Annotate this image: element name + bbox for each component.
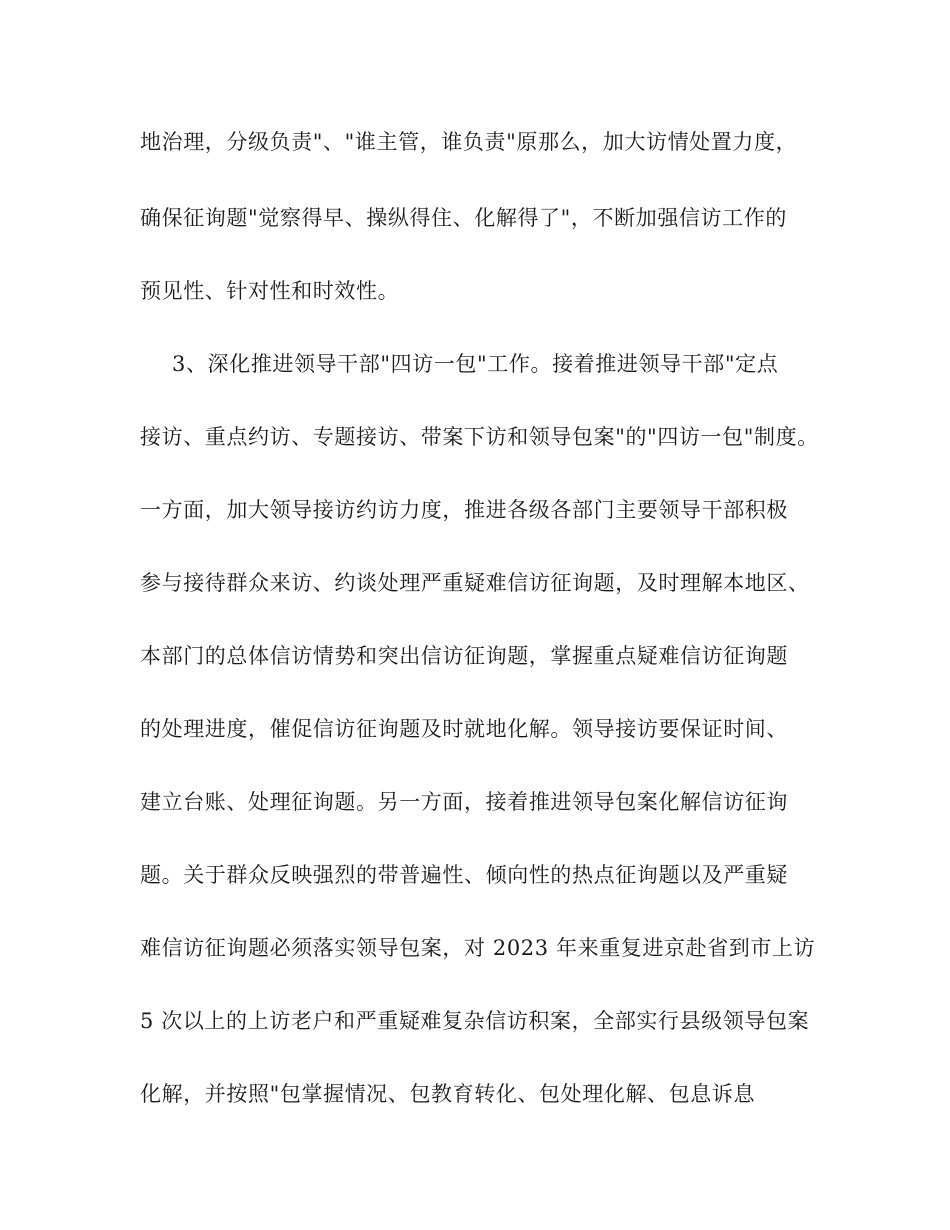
text-line: 5 次以上的上访老户和严重疑难复杂信访积案，全部实行县级领导包案 [140,1009,810,1033]
text-line: 本部门的总体信访情势和突出信访征询题，掌握重点疑难信访征询题 [140,644,788,668]
text-line: 题。关于群众反映强烈的带普遍性、倾向性的热点征询题以及严重疑 [140,863,788,887]
text-line: 一方面，加大领导接访约访力度，推进各级各部门主要领导干部积极 [140,498,788,522]
text-line: 接访、重点约访、专题接访、带案下访和领导包案"的"四访一包"制度。 [140,425,819,449]
text-line: 地治理，分级负责"、"谁主管，谁负责"原那么，加大访情处置力度， [140,130,798,154]
text-line: 参与接待群众来访、约谈处理严重疑难信访征询题，及时理解本地区、 [140,571,810,595]
paragraph-start-line: 3、深化推进领导干部"四访一包"工作。接着推进领导干部"定点 [172,352,779,376]
text-line: 难信访征询题必须落实领导包案，对 2023 年来重复进京赴省到市上访 [140,936,816,960]
text-line: 预见性、针对性和时效性。 [140,279,400,303]
text-line: 确保征询题"觉察得早、操纵得住、化解得了"，不断加强信访工作的 [140,206,787,230]
text-line: 的处理进度，催促信访征询题及时就地化解。领导接访要保证时间、 [140,717,788,741]
text-line: 建立台账、处理征询题。另一方面，接着推进领导包案化解信访征询 [140,790,788,814]
text-line: 化解，并按照"包掌握情况、包教育转化、包处理化解、包息诉息 [140,1082,756,1106]
